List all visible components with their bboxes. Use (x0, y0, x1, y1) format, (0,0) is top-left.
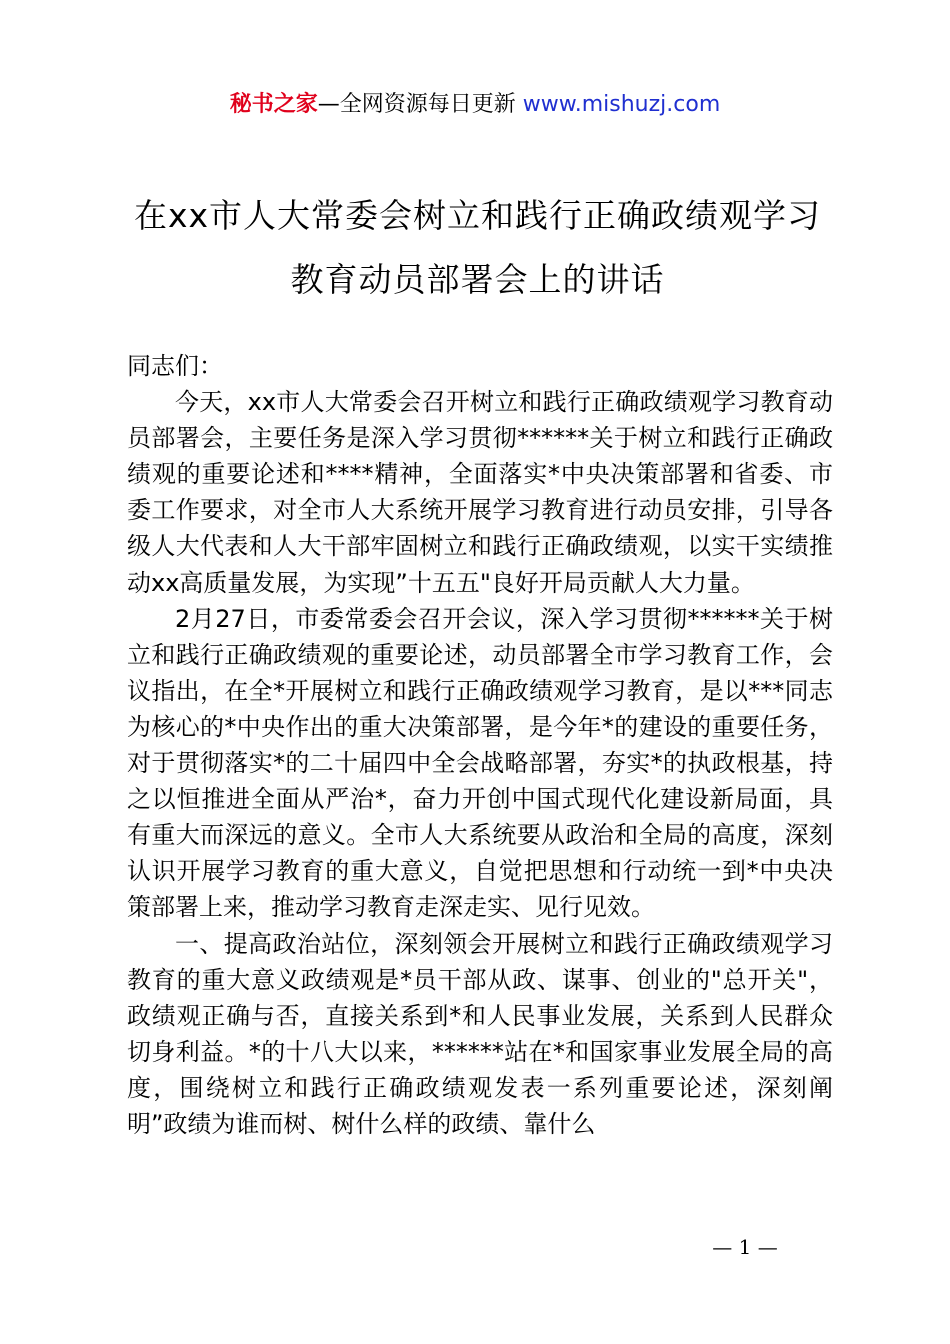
paragraph-2: 2月27日，市委常委会召开会议，深入学习贯彻******关于树立和践行正确政绩观的重要论述，动员部署全市学习教育工作，会议指出，在全*开展树立和践行正确政绩观学习教育，是以***同志为核心的*中央作出的重大决策部署，是今年*的建设的重要任务，对于贯彻落实*的二十届四中全会战略部署，夯实*的执政根基，持之以恒推进全面从严治*，奋力开创中国式现代化建设新局面，具有重大而深远的意义。全市人大系统要从政治和全局的高度，深刻认识开展学习教育的重大意义，自觉把思想和行动统一到*中央决策部署上来，推动学习教育走深走实、见行见效。 (127, 604, 833, 922)
header-tagline: —全网资源每日更新 (317, 92, 516, 117)
salutation: 同志们： (127, 352, 223, 380)
document-title: 在xx市人大常委会树立和践行正确政绩观学习教育动员部署会上的讲话 (133, 196, 822, 299)
document-body (127, 348, 833, 1142)
paragraph-3: 一、提高政治站位，深刻领会开展树立和践行正确政绩观学习教育的重大意义政绩观是*员干部从政、谋事、创业的"总开关"，政绩观正确与否，直接关系到*和人民事业发展，关系到人民群众切身利益。*的十八大以来，******站在*和国家事业发展全局的高度，围绕树立和践行正确政绩观发表一系列重要论述，深刻阐明”政绩为谁而树、树什么样的政绩、靠什么 (127, 929, 833, 1138)
brand-name: 秘书之家 (229, 92, 318, 117)
site-header (0, 88, 950, 122)
page-number: — 1 — (712, 1235, 778, 1259)
site-url-link[interactable]: www.mishuzj.com (522, 92, 721, 117)
paragraph-1: 今天，xx市人大常委会召开树立和践行正确政绩观学习教育动员部署会，主要任务是深入学习贯彻******关于树立和践行正确政绩观的重要论述和****精神，全面落实*中央决策部署和省委、市委工作要求，对全市人大系统开展学习教育进行动员安排，引导各级人大代表和人大干部牢固树立和践行正确政绩观，以实干实绩推动xx高质量发展，为实现”十五五"良好开局贡献人大力量。 (127, 388, 833, 597)
